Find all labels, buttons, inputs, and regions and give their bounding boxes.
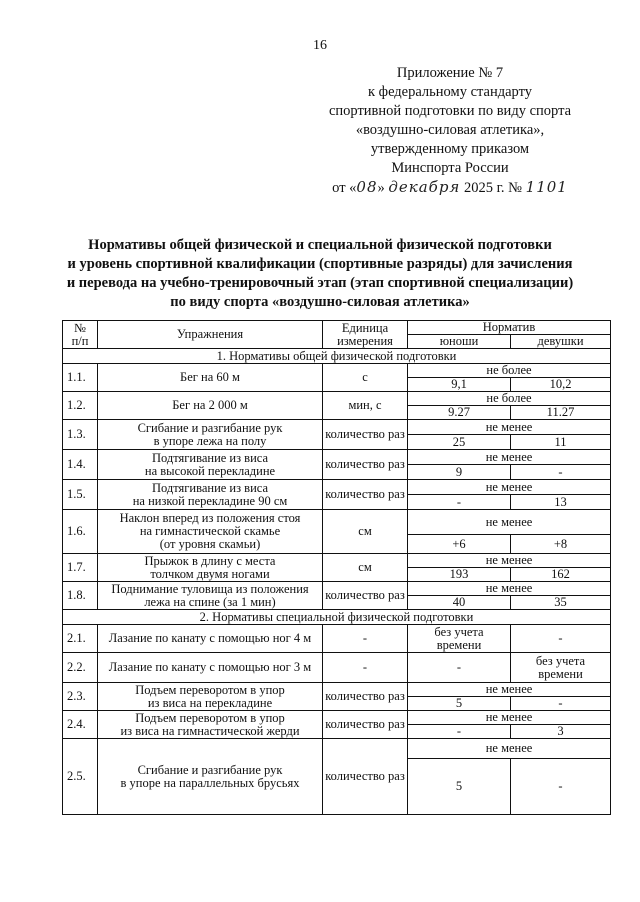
appendix-line: спортивной подготовки по виду спорта <box>328 103 572 119</box>
girls-value: 35 <box>511 596 611 610</box>
appendix-line: к федеральному стандарту <box>368 84 532 100</box>
girls-value: 10,2 <box>511 378 611 392</box>
unit-cell: количество раз <box>323 450 408 480</box>
boys-value: - <box>408 653 511 683</box>
exercise-name: Сгибание и разгибание рук в упоре на параллельных брусьях <box>98 739 323 815</box>
row-number: 2.3. <box>63 683 98 711</box>
exercise-name: Лазание по канату с помощью ног 3 м <box>98 653 323 683</box>
table-row <box>63 450 611 465</box>
page-number: 16 <box>313 38 327 53</box>
document-heading <box>40 236 600 312</box>
heading-line: по виду спорта «воздушно-силовая атлетика» <box>170 294 470 310</box>
table-row <box>63 711 611 725</box>
header-girls: девушки <box>511 335 611 349</box>
norm-condition: не менее <box>408 510 611 535</box>
boys-value: +6 <box>408 535 511 554</box>
exercise-name: Бег на 60 м <box>98 364 323 392</box>
table-row <box>63 683 611 697</box>
exercise-name: Сгибание и разгибание рук в упоре лежа на полу <box>98 420 323 450</box>
table-row <box>63 625 611 653</box>
row-number: 1.6. <box>63 510 98 554</box>
row-number: 1.3. <box>63 420 98 450</box>
header-norm: Норматив <box>408 321 611 335</box>
boys-value: 25 <box>408 435 511 450</box>
boys-value: 5 <box>408 697 511 711</box>
unit-cell: - <box>323 625 408 653</box>
table-row <box>63 364 611 378</box>
handwritten-order-number: 1101 <box>525 178 568 196</box>
girls-value: 11.27 <box>511 406 611 420</box>
header-exercise: Упражнения <box>98 321 323 349</box>
table-row <box>63 392 611 406</box>
exercise-name: Лазание по канату с помощью ног 4 м <box>98 625 323 653</box>
norm-condition: не менее <box>408 450 611 465</box>
table-row <box>63 739 611 759</box>
boys-value: 193 <box>408 568 511 582</box>
unit-cell: см <box>323 510 408 554</box>
section-title: 1. Нормативы общей физической подготовки <box>63 349 611 364</box>
boys-value: 9,1 <box>408 378 511 392</box>
girls-value: - <box>511 465 611 480</box>
table-row <box>63 480 611 495</box>
girls-value: - <box>511 625 611 653</box>
norm-condition: не менее <box>408 711 611 725</box>
heading-line: и уровень спортивной квалификации (спортивные разряды) для зачисления <box>67 256 573 272</box>
row-number: 2.2. <box>63 653 98 683</box>
exercise-name: Поднимание туловища из положения лежа на спине (за 1 мин) <box>98 582 323 610</box>
exercise-name: Бег на 2 000 м <box>98 392 323 420</box>
norm-condition: не менее <box>408 739 611 759</box>
date-mid: » <box>377 180 385 196</box>
appendix-line: Минспорта России <box>391 160 509 176</box>
unit-cell: мин, с <box>323 392 408 420</box>
row-number: 1.4. <box>63 450 98 480</box>
row-number: 1.1. <box>63 364 98 392</box>
header-unit: Единица измерения <box>323 321 408 349</box>
boys-value: 9.27 <box>408 406 511 420</box>
section-row <box>63 349 611 364</box>
unit-cell: количество раз <box>323 582 408 610</box>
appendix-line: Приложение № 7 <box>396 65 504 81</box>
girls-value: +8 <box>511 535 611 554</box>
section-row <box>63 610 611 625</box>
row-number: 2.1. <box>63 625 98 653</box>
girls-value: без учета времени <box>511 653 611 683</box>
appendix-block <box>300 64 600 198</box>
boys-value: 40 <box>408 596 511 610</box>
handwritten-month: декабря <box>388 178 461 196</box>
heading-line: и перевода на учебно-тренировочный этап (этап спортивной специализации) <box>66 275 574 291</box>
norm-condition: не менее <box>408 420 611 435</box>
unit-cell: см <box>323 554 408 582</box>
handwritten-day: 08 <box>356 178 378 196</box>
appendix-line: утвержденному приказом <box>370 141 530 157</box>
girls-value: 13 <box>511 495 611 510</box>
unit-cell: количество раз <box>323 711 408 739</box>
table-header-row <box>63 321 611 335</box>
unit-cell: количество раз <box>323 739 408 815</box>
exercise-name: Подтягивание из виса на низкой перекладине 90 см <box>98 480 323 510</box>
unit-cell: - <box>323 653 408 683</box>
norm-condition: не менее <box>408 683 611 697</box>
boys-value: - <box>408 495 511 510</box>
boys-value: - <box>408 725 511 739</box>
row-number: 1.8. <box>63 582 98 610</box>
standards-table <box>62 320 611 815</box>
girls-value: 11 <box>511 435 611 450</box>
exercise-name: Прыжок в длину с места толчком двумя ногами <box>98 554 323 582</box>
norm-condition: не более <box>408 364 611 378</box>
unit-cell: количество раз <box>323 683 408 711</box>
unit-cell: количество раз <box>323 420 408 450</box>
girls-value: 3 <box>511 725 611 739</box>
table-row <box>63 420 611 435</box>
row-number: 1.2. <box>63 392 98 420</box>
header-boys: юноши <box>408 335 511 349</box>
norm-condition: не менее <box>408 582 611 596</box>
exercise-name: Наклон вперед из положения стоя на гимнастической скамье (от уровня скамьи) <box>98 510 323 554</box>
row-number: 2.5. <box>63 739 98 815</box>
date-prefix: от « <box>332 180 357 196</box>
girls-value: - <box>511 759 611 815</box>
heading-line: Нормативы общей физической и специальной физической подготовки <box>88 237 552 253</box>
norm-condition: не более <box>408 392 611 406</box>
table-row <box>63 510 611 535</box>
boys-value: 5 <box>408 759 511 815</box>
unit-cell: количество раз <box>323 480 408 510</box>
year-text: 2025 г. № <box>464 180 523 196</box>
row-number: 1.7. <box>63 554 98 582</box>
norm-condition: не менее <box>408 554 611 568</box>
boys-value: 9 <box>408 465 511 480</box>
boys-value: без учета времени <box>408 625 511 653</box>
exercise-name: Подтягивание из виса на высокой перекладине <box>98 450 323 480</box>
section-title: 2. Нормативы специальной физической подготовки <box>63 610 611 625</box>
appendix-line: «воздушно-силовая атлетика», <box>355 122 545 138</box>
header-number: № п/п <box>63 321 98 349</box>
table-row <box>63 554 611 568</box>
row-number: 1.5. <box>63 480 98 510</box>
table-row <box>63 582 611 596</box>
exercise-name: Подъем переворотом в упор из виса на гимнастической жерди <box>98 711 323 739</box>
order-date-line <box>300 178 600 198</box>
girls-value: - <box>511 697 611 711</box>
unit-cell: с <box>323 364 408 392</box>
norm-condition: не менее <box>408 480 611 495</box>
row-number: 2.4. <box>63 711 98 739</box>
table-row <box>63 653 611 683</box>
exercise-name: Подъем переворотом в упор из виса на перекладине <box>98 683 323 711</box>
girls-value: 162 <box>511 568 611 582</box>
